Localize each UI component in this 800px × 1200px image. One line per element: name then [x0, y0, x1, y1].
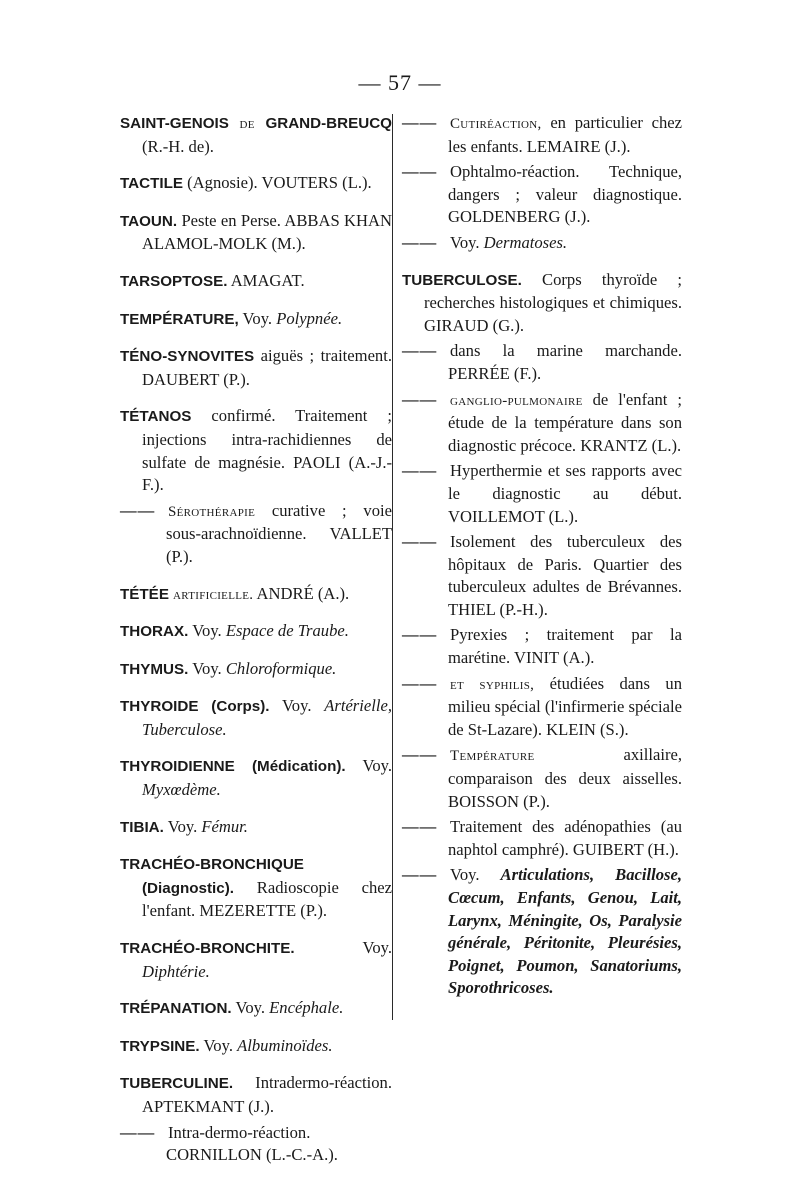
- ditto-dash: ——: [402, 113, 438, 132]
- entry-headword: THYROIDE (Corps).: [120, 698, 270, 716]
- entry-text: Corps thyroïde ; recherches histologiques et chimiques. GIRAUD (G.).: [424, 269, 682, 335]
- entry-headword: TÉTANOS: [120, 408, 192, 426]
- ditto-dash: ——: [402, 232, 438, 252]
- ditto-dash: ——: [402, 745, 438, 765]
- entry-headword: TRACHÉO-BRONCHITE.: [120, 940, 295, 958]
- entry-text: Pyrexies ; traitement par la marétine. VINIT (A.).: [448, 625, 682, 668]
- entry-crossref: Artérielle, Tuberculose.: [142, 696, 392, 739]
- ditto-dash: ——: [402, 389, 438, 409]
- ditto-dash: ——: [402, 625, 438, 645]
- entry-crossref: Fémur.: [201, 816, 248, 836]
- entry-text: ANDRÉ (A.).: [253, 583, 350, 603]
- index-subentry: [402, 161, 682, 229]
- entry-text: Radioscopie chez l'enfant. MEZERETTE (P.).: [142, 877, 392, 921]
- entry-text: Voy.: [188, 621, 226, 641]
- entry-crossref: Articulations, Bacillose, Cœcum, Enfants, Genou, Lait, Larynx, Méningite, Os, Paralysie générale, Péritonite, Pleurésies, Poignet, Poumon, Sanatoriums, Sporothricoses.: [448, 865, 683, 998]
- entry-headword: SAINT-GENOIS: [120, 115, 229, 132]
- entry-subhead: Cutiréaction,: [450, 116, 542, 132]
- index-entry: [120, 345, 392, 391]
- entry-text: Voy.: [163, 816, 202, 836]
- ditto-dash: ——: [402, 461, 438, 481]
- entry-crossref: Myxœdème.: [142, 780, 221, 800]
- entry-text: (Agnosie). VOUTERS (L.).: [183, 173, 372, 193]
- index-subentry: [402, 232, 682, 255]
- index-subentry: [402, 816, 682, 861]
- entry-headword: TRÉPANATION.: [120, 1000, 232, 1018]
- index-subentry: [402, 864, 682, 1000]
- entry-crossref: Espace de Traube.: [225, 621, 349, 641]
- entry-text: (R.-H. de).: [142, 136, 214, 156]
- ditto-dash: ——: [120, 500, 156, 520]
- index-entry: [120, 755, 392, 801]
- entry-text: Hyperthermie et ses rapports avec le diagnostic au début. VOILLEMOT (L.).: [448, 461, 682, 526]
- entry-text: aiguës ; traitement. DAUBERT (P.).: [142, 346, 392, 389]
- entry-text: Voy.: [231, 998, 270, 1018]
- index-subentry: [402, 673, 682, 742]
- entry-text: Ophtalmo-réaction. Technique, dangers ; valeur diagnostique. GOLDENBERG (J.).: [448, 162, 682, 227]
- entry-text: AMAGAT.: [227, 270, 305, 290]
- entry-text: dans la marine marchande. PERRÉE (F.).: [448, 341, 682, 383]
- index-subentry: [120, 500, 392, 569]
- index-entry: [120, 997, 392, 1021]
- entry-headword: TÉTÉE: [120, 585, 169, 603]
- index-subentry: [402, 624, 682, 669]
- entry-crossref: Chloroformique.: [225, 658, 337, 678]
- entry-headword: TRACHÉO-BRONCHIQUE (Diagnostic).: [120, 856, 304, 897]
- entry-text: Peste en Perse. ABBAS KHAN ALAMOL-MOLK (M.).: [142, 210, 392, 254]
- entry-headword: GRAND-BREUCQ: [265, 115, 392, 132]
- index-entry: [120, 816, 392, 840]
- entry-crossref: Dermatoses.: [483, 232, 568, 252]
- index-entry: [120, 405, 392, 496]
- index-entry: [120, 583, 392, 607]
- entry-headword: THYMUS.: [120, 660, 189, 678]
- entry-crossref: Albuminoïdes.: [237, 1035, 333, 1055]
- index-entry: [120, 112, 392, 158]
- index-subentry: [120, 1122, 392, 1167]
- page-number: — 57 —: [358, 70, 442, 95]
- entry-particle: de: [228, 116, 266, 132]
- entry-crossref: Encéphale.: [269, 998, 344, 1018]
- index-entry: [120, 695, 392, 741]
- index-entry: [120, 270, 392, 294]
- entry-text: Voy.: [238, 308, 277, 328]
- index-column-right: [402, 112, 682, 1014]
- entry-headword: TIBIA.: [120, 818, 164, 836]
- entry-text: Isolement des tuberculeux des hôpitaux de Paris. Quartier des tuberculeux adultes de Brévannes. THIEL (P.-H.).: [448, 532, 682, 619]
- index-entry: [120, 1072, 392, 1118]
- entry-headword: TACTILE: [120, 175, 183, 193]
- ditto-dash: ——: [402, 673, 438, 693]
- entry-text: étudiées dans un milieu spécial (l'infirmerie spéciale de St-Lazare). KLEIN (S.).: [448, 673, 683, 739]
- index-entry: [120, 210, 392, 256]
- index-entry: [120, 620, 392, 644]
- entry-headword: TUBERCULINE.: [120, 1075, 234, 1093]
- index-entry: [120, 658, 392, 682]
- entry-headword: TEMPÉRATURE,: [120, 310, 239, 328]
- ditto-dash: ——: [402, 341, 438, 361]
- entry-subhead: Sérothérapie: [168, 503, 256, 520]
- entry-text: Intradermo-réaction. APTEKMANT (J.).: [142, 1073, 392, 1116]
- index-entry: [120, 308, 392, 332]
- entry-text: curative ; voie sous-arachnoïdienne. VALLET (P.).: [166, 500, 392, 566]
- entry-text: axillaire, comparaison des deux aisselles. BOISSON (P.).: [448, 745, 682, 811]
- entry-text: Voy.: [345, 756, 392, 776]
- entry-headword: TUBERCULOSE.: [402, 271, 522, 289]
- entry-text: Voy.: [188, 658, 226, 678]
- entry-text: Voy.: [450, 232, 484, 252]
- index-entry: [120, 853, 392, 923]
- entry-crossref: Diphtérie.: [142, 961, 210, 981]
- ditto-dash: ——: [402, 532, 438, 552]
- index-entry: [120, 937, 392, 983]
- entry-headword: TARSOPTOSE.: [120, 272, 228, 290]
- index-subentry: [402, 389, 682, 458]
- entry-text: Voy.: [294, 938, 392, 958]
- entry-text: Traitement des adénopathies (au naphtol camphré). GUIBERT (H.).: [448, 817, 682, 859]
- index-entry: [120, 172, 392, 196]
- ditto-dash: ——: [402, 817, 438, 837]
- entry-headword: TÉNO-SYNOVITES: [120, 348, 255, 366]
- index-subentry: [402, 531, 682, 621]
- entry-text: Voy.: [199, 1035, 238, 1055]
- ditto-dash: ——: [402, 865, 438, 885]
- entry-subhead: Température: [450, 748, 535, 765]
- entry-text: Intra-dermo-réaction. CORNILLON (L.-C.-A.).: [166, 1122, 338, 1165]
- index-subentry: [402, 340, 682, 385]
- entry-text: en particulier chez les enfants. LEMAIRE (J.).: [448, 113, 682, 156]
- index-column-left: [120, 112, 392, 1181]
- entry-headword: THORAX.: [120, 623, 189, 641]
- entry-text: confirmé. Traitement ; injections intra-rachidiennes de sulfate de magnésie. PAOLI (A.-J.-F.).: [142, 406, 392, 495]
- entry-headword: TRYPSINE.: [120, 1037, 200, 1055]
- ditto-dash: ——: [402, 162, 438, 182]
- index-entry: [120, 1035, 392, 1059]
- index-subentry: [402, 744, 682, 813]
- index-entry: [402, 269, 682, 338]
- column-divider: [392, 114, 393, 1020]
- entry-headword: THYROIDIENNE (Médication).: [120, 758, 346, 776]
- entry-subhead: artificielle.: [168, 586, 254, 603]
- entry-text: de l'enfant ; étude de la température dans son diagnostic précoce. KRANTZ (L.).: [448, 389, 682, 455]
- entry-subhead: ganglio-pulmonaire: [450, 392, 583, 409]
- index-subentry: [402, 112, 682, 158]
- entry-crossref: Polypnée.: [276, 308, 343, 328]
- entry-text: Voy.: [269, 696, 325, 716]
- index-subentry: [402, 460, 682, 528]
- entry-text: Voy.: [450, 865, 501, 885]
- entry-headword: TAOUN.: [120, 212, 178, 230]
- entry-subhead: et syphilis,: [450, 676, 535, 693]
- ditto-dash: ——: [120, 1122, 156, 1142]
